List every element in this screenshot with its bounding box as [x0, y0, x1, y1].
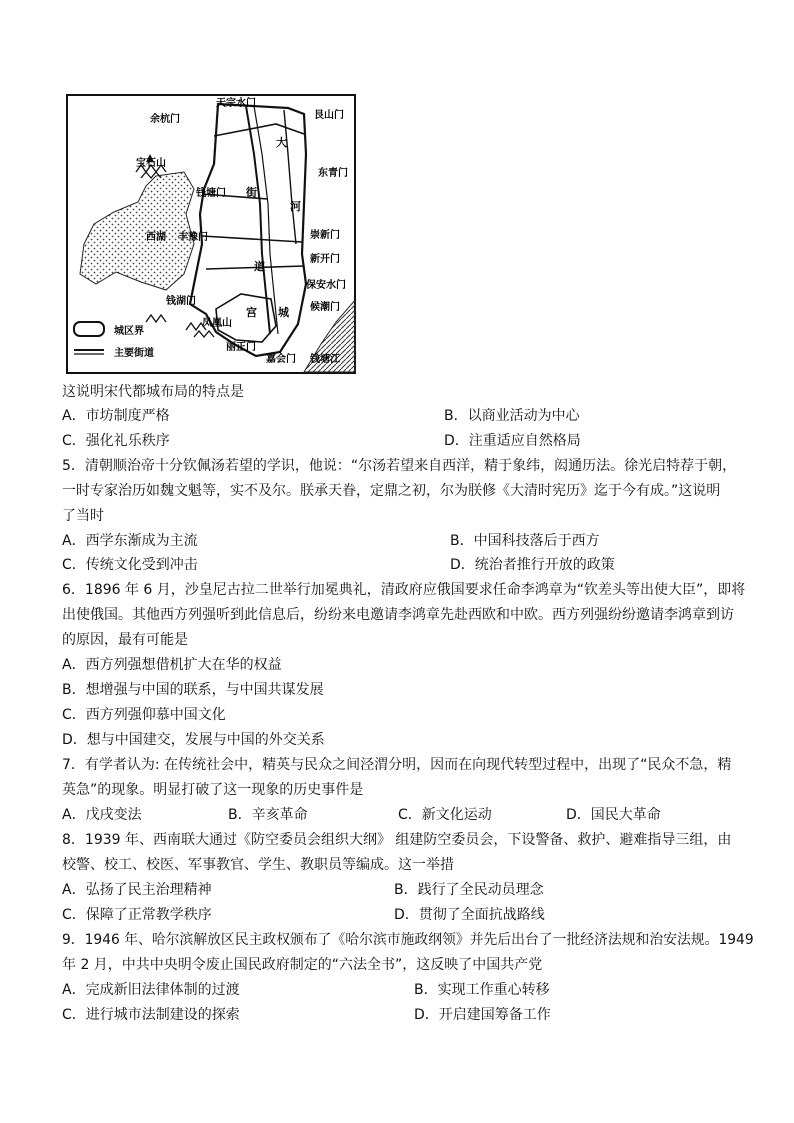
- q6-stem-line3: 的原因，最有可能是: [62, 632, 188, 648]
- q7-option-b[interactable]: B．辛亥革命: [228, 807, 308, 823]
- map-label-cheng: 城: [278, 306, 289, 319]
- q4-stem: 这说明宋代都城布局的特点是: [62, 384, 244, 400]
- q4-option-a[interactable]: A．市坊制度严格: [62, 408, 170, 424]
- q7-option-a[interactable]: A．戊戌变法: [62, 807, 142, 823]
- q9-option-c[interactable]: C．进行城市法制建设的探索: [62, 1007, 240, 1023]
- q5-stem-line2: 一时专家治历如魏文魁等，实不及尔。朕承天眷，定鼎之初，尔为朕修《大清时宪历》迄于今有成。”这说明: [62, 483, 721, 499]
- map-label-qianhumen: 钱湖门: [166, 296, 196, 307]
- q7-stem-line2: 英急”的现象。明显打破了这一现象的历史事件是: [62, 782, 364, 798]
- q7-option-d[interactable]: D．国民大革命: [566, 807, 661, 823]
- q9-option-d[interactable]: D．开启建国筹备工作: [414, 1007, 551, 1023]
- q9-stem-line2: 年 2 月，中共中央明令废止国民政府制定的“六法全书”，这反映了中国共产党: [62, 957, 543, 973]
- map-drawing: [66, 94, 356, 374]
- q6-option-a[interactable]: A．西方列强想借机扩大在华的权益: [62, 657, 282, 673]
- q5-option-a[interactable]: A．西学东渐成为主流: [62, 533, 198, 549]
- map-label-yuhangmen: 余杭门: [150, 114, 180, 125]
- q8-option-d[interactable]: D．贯彻了全面抗战路线: [394, 907, 545, 923]
- map-label-genshanmen: 艮山门: [314, 110, 344, 121]
- map-label-chongxinmen: 崇新门: [310, 230, 340, 241]
- q9-option-a[interactable]: A．完成新旧法律体制的过渡: [62, 982, 240, 998]
- q5-option-c[interactable]: C．传统文化受到冲击: [62, 557, 198, 573]
- q8-stem-line2: 校警、校工、校医、军事教官、学生、教职员等编成。这一举措: [62, 857, 454, 873]
- legend-chengqujie: 城区界: [114, 326, 144, 337]
- map-label-jiahuimen: 嘉会门: [266, 354, 296, 365]
- q8-option-b[interactable]: B．践行了全民动员理念: [394, 882, 544, 898]
- q6-option-c[interactable]: C．西方列强仰慕中国文化: [62, 707, 226, 723]
- q5-option-b[interactable]: B．中国科技落后于西方: [450, 533, 600, 549]
- map-label-houchaomen: 候潮门: [310, 302, 340, 313]
- q7-stem-line1: 7．有学者认为: 在传统社会中，精英与民众之间泾渭分明，因而在向现代转型过程中，出现了“民众不急，精: [62, 757, 732, 773]
- q8-option-a[interactable]: A．弘扬了民主治理精神: [62, 882, 212, 898]
- map-label-qiantangmen: 钱塘门: [196, 188, 226, 199]
- q9-stem-line1: 9．1946 年、哈尔滨解放区民主政权颁布了《哈尔滨市施政纲领》并先后出台了一批经济法规和治安法规。1949: [62, 932, 754, 948]
- legend-zhuyaojiedao: 主要街道: [114, 348, 154, 359]
- q9-option-b[interactable]: B．实现工作重心转移: [414, 982, 550, 998]
- map-label-gong: 宫: [246, 306, 257, 319]
- map-label-lizhengmen: 丽正门: [226, 342, 256, 353]
- q6-stem-line1: 6．1896 年 6 月，沙皇尼古拉二世举行加冕典礼，清政府应俄国要求任命李鸿章为“钦差头等出使大臣”，即将: [62, 582, 746, 598]
- q5-stem-line3: 了当时: [62, 508, 104, 524]
- map-label-baoshishan: 宝石山: [136, 158, 166, 169]
- q6-option-d[interactable]: D．想与中国建交，发展与中国的外交关系: [62, 732, 325, 748]
- q4-option-c[interactable]: C．强化礼乐秩序: [62, 433, 170, 449]
- map-label-he: 河: [290, 200, 301, 213]
- map-label-xinkaimen: 新开门: [310, 254, 340, 265]
- map-label-fenghuangshan: 凤凰山: [202, 318, 232, 329]
- map-label-jie: 街: [246, 186, 257, 199]
- map-label-dao: 道: [254, 260, 265, 273]
- q8-option-c[interactable]: C．保障了正常教学秩序: [62, 907, 212, 923]
- map-label-qiantangjiang: 钱塘江: [310, 354, 340, 365]
- q8-stem-line1: 8．1939 年、西南联大通过《防空委员会组织大纲》 组建防空委员会，下设警备、救护、避难指导三组，由: [62, 832, 732, 848]
- q4-option-b[interactable]: B．以商业活动为中心: [444, 408, 580, 424]
- map-label-fengyumen: 丰豫门: [178, 232, 208, 243]
- map-label-dongqingmen: 东青门: [318, 168, 348, 179]
- q6-option-b[interactable]: B．想增强与中国的联系，与中国共谋发展: [62, 682, 324, 698]
- q5-stem-line1: 5．清朝顺治帝十分钦佩汤若望的学识，他说：“尔汤若望来自西洋，精于象纬，闳通历法。徐光启特荐于朝，: [62, 458, 737, 474]
- q6-stem-line2: 出使俄国。其他西方列强听到此信息后，纷纷来电邀请李鸿章先赴西欧和中欧。西方列强纷纷邀请李鸿章到访: [62, 607, 734, 623]
- map-label-baoanshuimen: 保安水门: [306, 280, 346, 291]
- q5-option-d[interactable]: D．统治者推行开放的政策: [450, 557, 615, 573]
- map-label-xihu: 西湖: [146, 232, 166, 243]
- map-label-tianzongshuimen: 天宗水门: [216, 98, 256, 109]
- q4-option-d[interactable]: D．注重适应自然格局: [444, 433, 581, 449]
- song-capital-map: [66, 94, 356, 374]
- map-label-da: 大: [276, 136, 287, 149]
- q7-option-c[interactable]: C．新文化运动: [398, 807, 492, 823]
